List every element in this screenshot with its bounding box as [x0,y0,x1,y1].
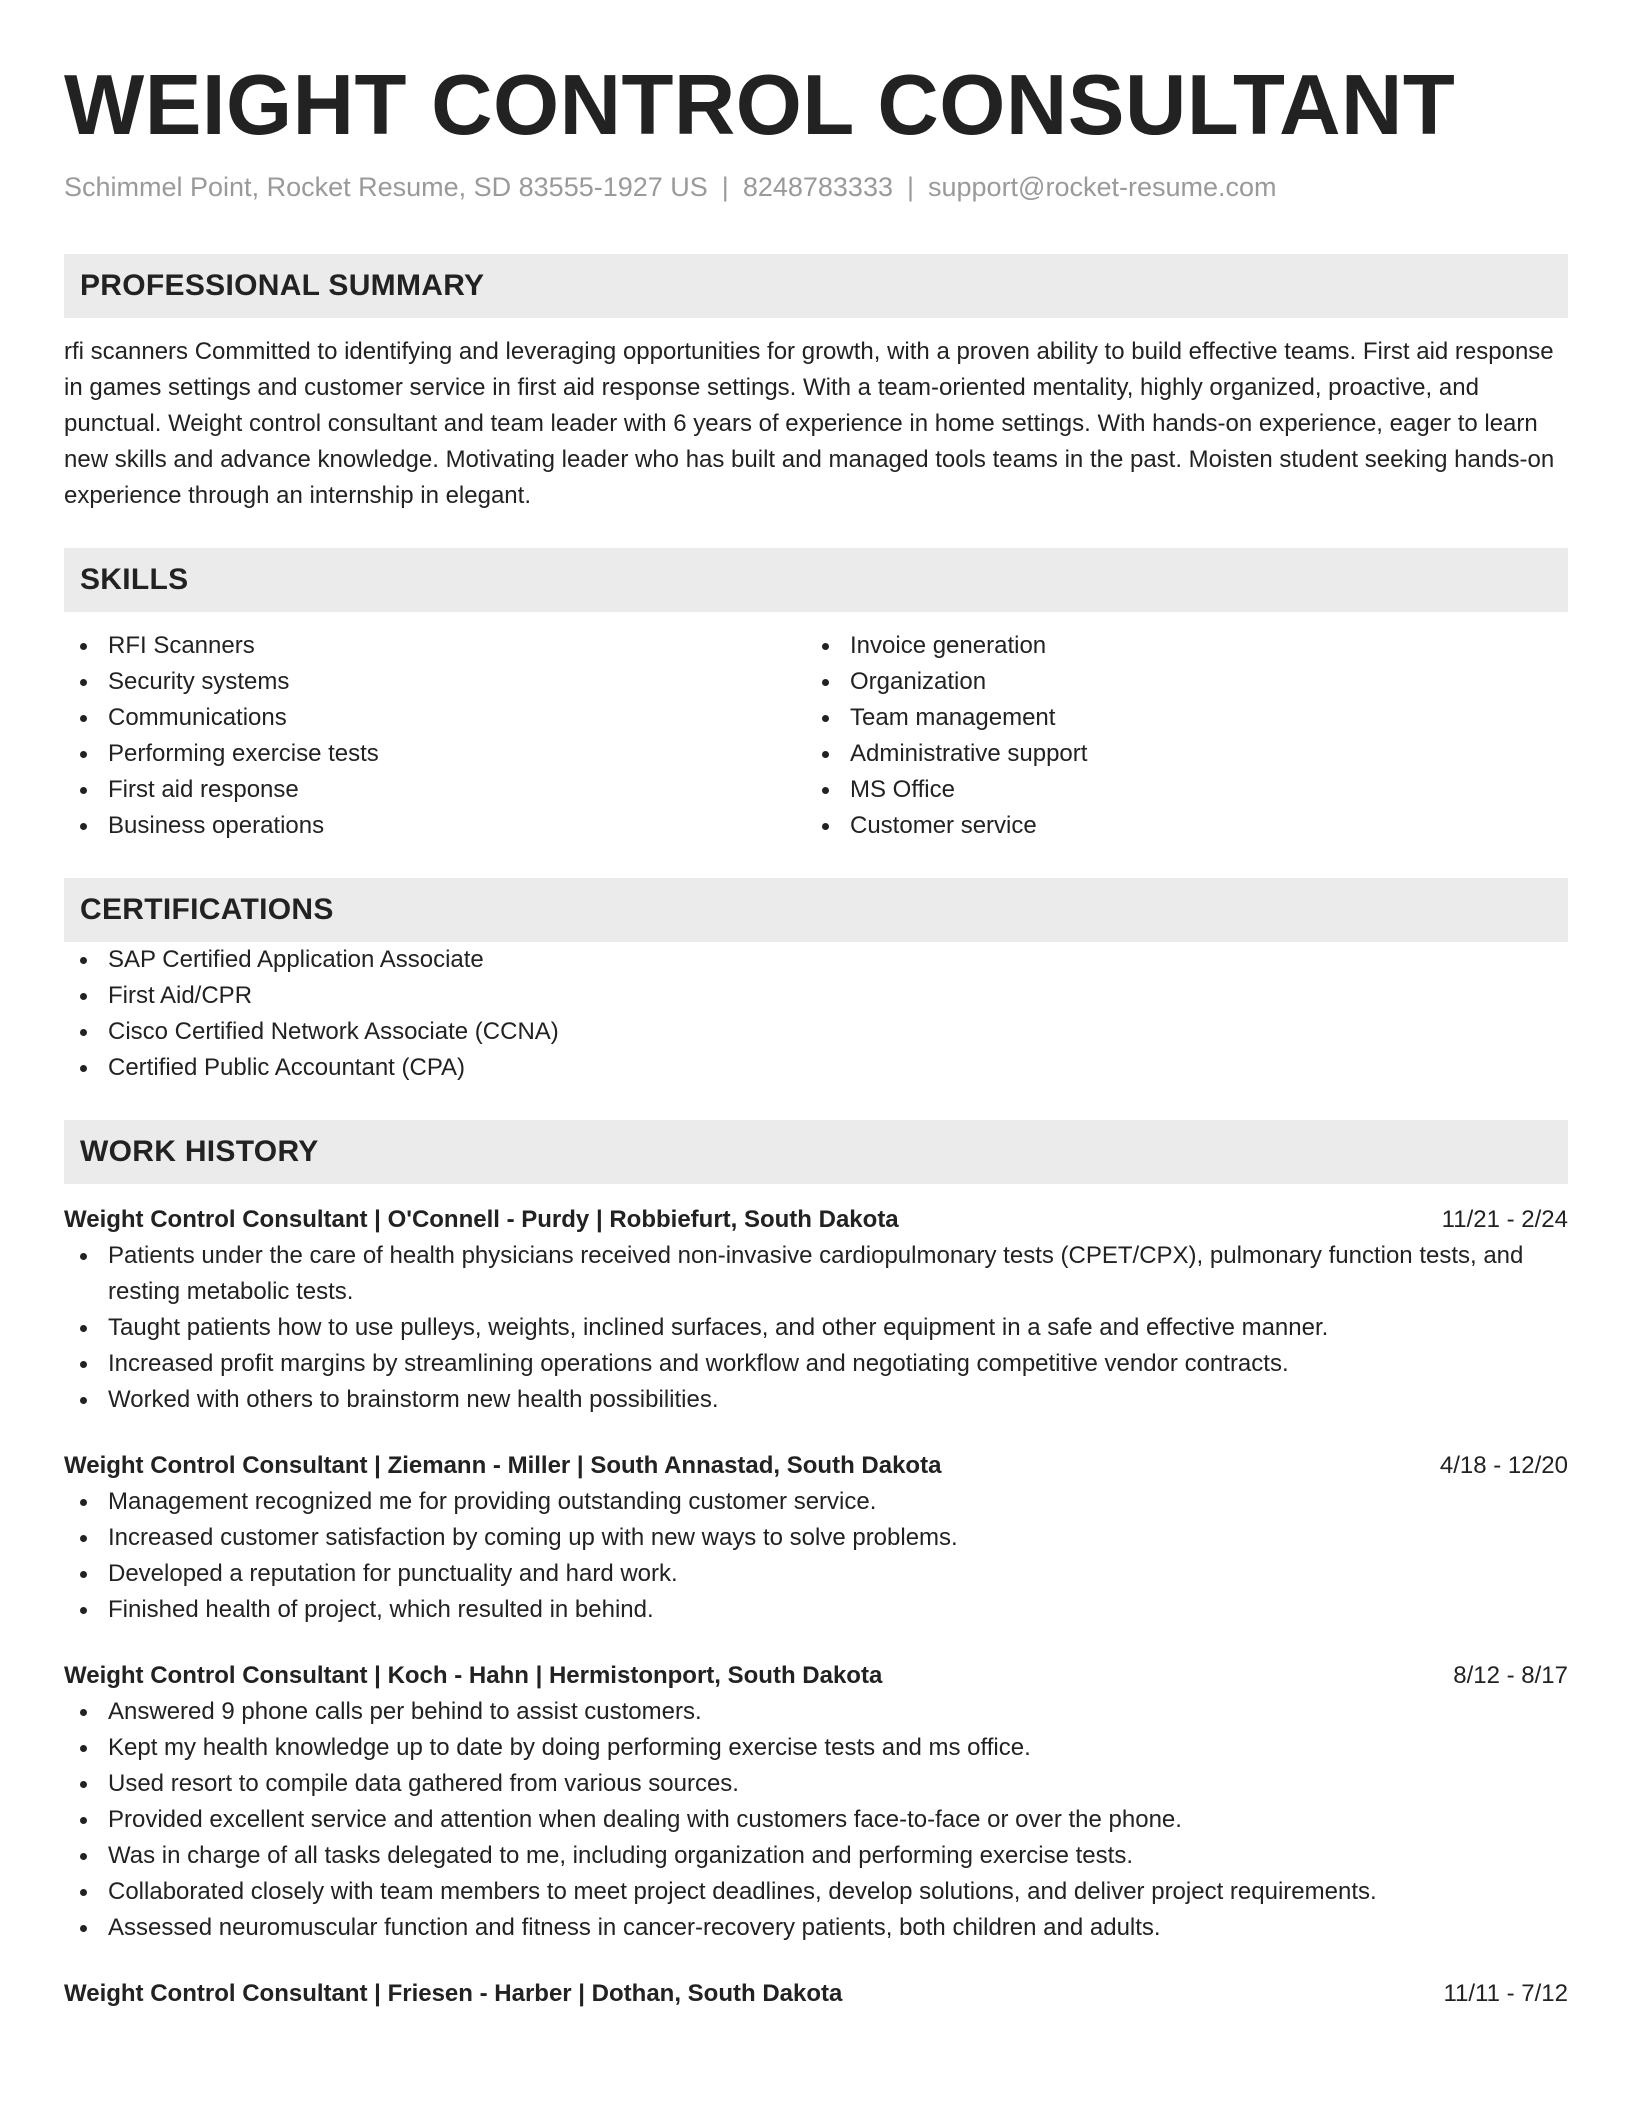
job-bullet: Taught patients how to use pulleys, weights, inclined surfaces, and other equipment in a safe and effective manner. [64,1310,1568,1346]
contact-address: Schimmel Point, Rocket Resume, SD 83555-1927 US [64,172,708,202]
skill-item: Team management [806,700,1548,736]
job-bullets [64,1694,1568,1946]
job-title: Weight Control Consultant | O'Connell - Purdy | Robbiefurt, South Dakota [64,1206,899,1233]
job-bullet: Answered 9 phone calls per behind to assist customers. [64,1694,1568,1730]
section-header-summary: PROFESSIONAL SUMMARY [64,254,1568,318]
job-bullet: Patients under the care of health physicians received non-invasive cardiopulmonary tests (CPET/CPX), pulmonary function tests, and resting metabolic tests. [64,1238,1568,1310]
job-bullet: Increased customer satisfaction by coming up with new ways to solve problems. [64,1520,1568,1556]
contact-line [64,170,1568,204]
work-history-list [64,1202,1568,2012]
job-title-row [64,1448,1568,1484]
resume-title: WEIGHT CONTROL CONSULTANT [64,58,1456,153]
summary-text: rfi scanners Committed to identifying and leveraging opportunities for growth, with a proven ability to build effective teams. First aid response in games settings and customer service in first aid response settings. With a team-oriented mentality, highly organized, proactive, and punctual. Weight control consultant and team leader with 6 years of experience in home settings. With hands-on experience, eager to learn new skills and advance knowledge. Motivating leader who has built and managed tools teams in the past. Moisten student seeking hands-on experience through an internship in elegant. [64,338,1555,509]
job-bullet: Assessed neuromuscular function and fitness in cancer-recovery patients, both children and adults. [64,1910,1568,1946]
skill-item: First aid response [64,772,806,808]
job-bullet: Finished health of project, which resulted in behind. [64,1592,1568,1628]
job-bullet: Provided excellent service and attention when dealing with customers face-to-face or over the phone. [64,1802,1568,1838]
job-dates: 11/21 - 2/24 [1441,1206,1568,1233]
job-entry [64,1658,1568,1946]
job-bullet: Increased profit margins by streamlining operations and workflow and negotiating competitive vendor contracts. [64,1346,1568,1382]
job-dates: 4/18 - 12/20 [1439,1452,1568,1479]
job-title-row [64,1658,1568,1694]
job-title: Weight Control Consultant | Friesen - Harber | Dothan, South Dakota [64,1980,843,2007]
job-bullet: Management recognized me for providing outstanding customer service. [64,1484,1568,1520]
certification-item: SAP Certified Application Associate [64,942,1568,978]
job-title: Weight Control Consultant | Koch - Hahn | Hermistonport, South Dakota [64,1662,883,1689]
skills-column-right [806,628,1548,844]
skill-item: Business operations [64,808,806,844]
certification-item: First Aid/CPR [64,978,1568,1014]
contact-email: support@rocket-resume.com [928,172,1277,202]
section-header-certifications: CERTIFICATIONS [64,878,1568,942]
job-title-row [64,1976,1568,2012]
job-entry [64,1976,1568,2012]
certifications-list [64,942,1568,1086]
section-header-skills: SKILLS [64,548,1568,612]
skill-item: Security systems [64,664,806,700]
certification-item: Certified Public Accountant (CPA) [64,1050,1568,1086]
skill-item: Administrative support [806,736,1548,772]
skills-column-left [64,628,806,844]
job-bullet: Developed a reputation for punctuality and hard work. [64,1556,1568,1592]
skill-item: Customer service [806,808,1548,844]
skills-list-right [806,628,1548,844]
skill-item: RFI Scanners [64,628,806,664]
contact-phone: 8248783333 [742,172,893,202]
contact-separator: | [721,172,729,202]
job-dates: 8/12 - 8/17 [1453,1662,1568,1689]
skill-item: Communications [64,700,806,736]
job-bullet: Worked with others to brainstorm new health possibilities. [64,1382,1568,1418]
job-title-row [64,1202,1568,1238]
job-bullets [64,1238,1568,1418]
skill-item: Invoice generation [806,628,1548,664]
skill-item: Performing exercise tests [64,736,806,772]
job-bullets [64,1484,1568,1628]
contact-separator: | [906,172,914,202]
skill-item: MS Office [806,772,1548,808]
job-entry [64,1448,1568,1628]
certification-item: Cisco Certified Network Associate (CCNA) [64,1014,1568,1050]
job-bullet: Used resort to compile data gathered from various sources. [64,1766,1568,1802]
section-header-work-history: WORK HISTORY [64,1120,1568,1184]
job-bullet: Was in charge of all tasks delegated to me, including organization and performing exercise tests. [64,1838,1568,1874]
job-title: Weight Control Consultant | Ziemann - Miller | South Annastad, South Dakota [64,1452,942,1479]
job-dates: 11/11 - 7/12 [1443,1980,1568,2007]
job-bullet: Kept my health knowledge up to date by doing performing exercise tests and ms office. [64,1730,1568,1766]
job-bullet: Collaborated closely with team members to meet project deadlines, develop solutions, and deliver project requirements. [64,1874,1568,1910]
job-entry [64,1202,1568,1418]
skills-list-left [64,628,806,844]
skills-grid [64,628,1568,844]
skill-item: Organization [806,664,1548,700]
